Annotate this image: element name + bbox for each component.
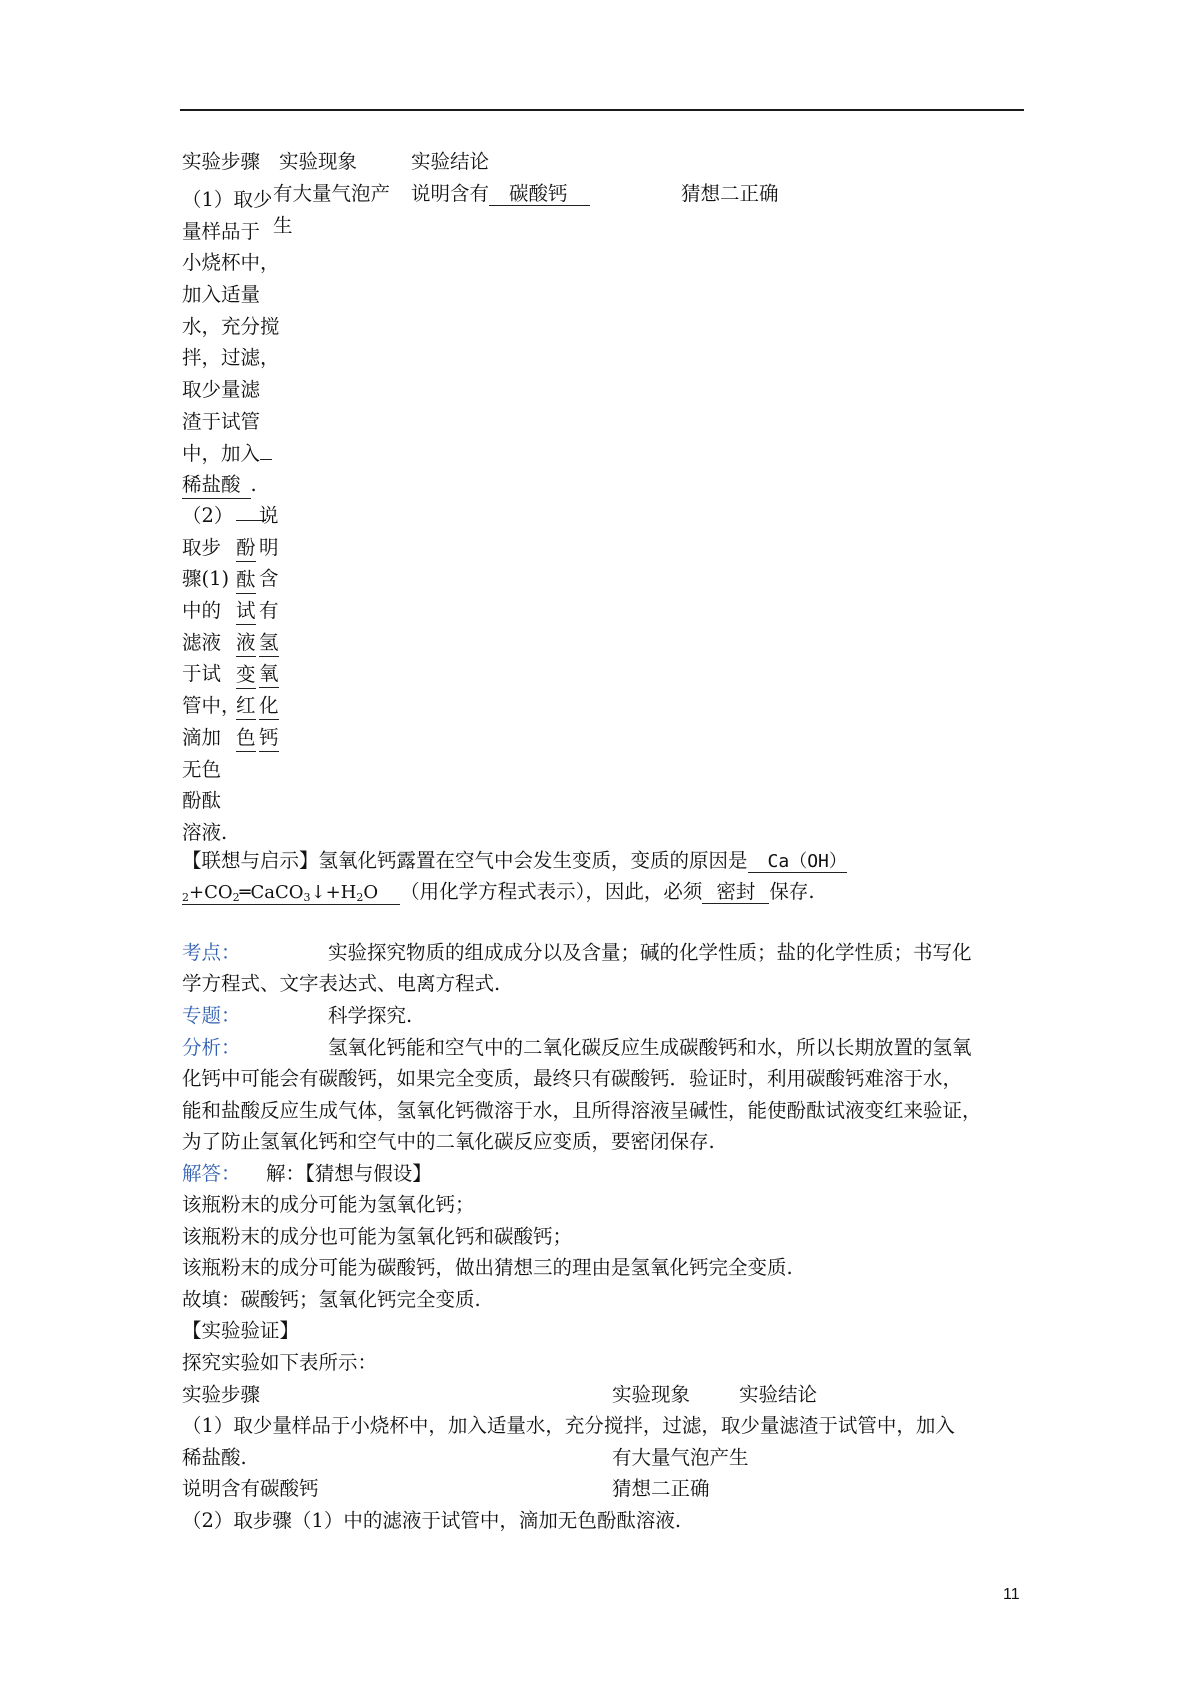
fenxi-line2: 化钙中可能会有碳酸钙，如果完全变质，最终只有碳酸钙．验证时，利用碳酸钙难溶于水，: [182, 1067, 963, 1090]
fenxi-label: 分析：: [182, 1036, 241, 1059]
table1-row1-steps: （1）取少 量样品于 小烧杯中， 加入适量 水，充分搅 拌，过滤， 取少量滤 渣于试管 中，加入 稀盐酸 .: [182, 184, 280, 501]
jieda-line: 该瓶粉末的成分也可能为氢氧化钙和碳酸钙；: [182, 1225, 573, 1248]
table2-row1-line1: （1）取少量样品于小烧杯中，加入适量水，充分搅拌，过滤，取少量滤渣于试管中，加入: [182, 1414, 955, 1437]
blank-answer: 碳酸钙: [489, 184, 590, 206]
zhuanti-text: 科学探究.: [328, 1004, 413, 1027]
kaodian-line2: 学方程式、文字表达式、电离方程式.: [182, 972, 501, 995]
table2-row1-conclusion: 说明含有碳酸钙: [182, 1477, 319, 1500]
zhuanti-label: 专题：: [182, 1004, 241, 1027]
table2-header-conclusion: 实验结论: [739, 1383, 818, 1406]
blank-answer: $_2+CO_2═CaCO_3↓+H_2O$: [182, 884, 400, 905]
jieda-intro: 解：【猜想与假设】: [266, 1162, 432, 1185]
table2-row2-line1: （2）取步骤（1）中的滤液于试管中，滴加无色酚酞溶液.: [182, 1509, 682, 1532]
kaodian-label: 考点：: [182, 941, 241, 964]
table1-row2-phenomenon-text: 酚 酞 试 液 变 红 色: [236, 532, 256, 754]
table1-header-conclusion: 实验结论: [411, 150, 490, 173]
blank-answer: Ca（OH）: [748, 853, 847, 873]
jieda-label: 解答：: [182, 1162, 241, 1185]
header-rule: [180, 109, 1024, 111]
table1-row2-conclusion: 说 明 含 有 氢 氧 化 钙: [259, 500, 279, 754]
table1-row1-conclusion: 说明含有 碳酸钙: [411, 184, 590, 206]
table1-row2-steps: （2） 取步 骤(1) 中的 滤液 于试 管中， 滴加 无色 酚酞 溶液.: [182, 504, 241, 844]
insight-line2: $_2+CO_2═CaCO_3↓+H_2O$ （用化学方程式表示），因此，必须 密封 保存.: [182, 880, 815, 904]
jieda-line: 该瓶粉末的成分可能为碳酸钙，做出猜想三的理由是氢氧化钙完全变质.: [182, 1256, 793, 1279]
jieda-line: 【实验验证】: [182, 1319, 300, 1342]
kaodian-line1: 实验探究物质的组成成分以及含量；碱的化学性质；盐的化学性质；书写化: [328, 941, 972, 964]
table2-row1-line2: 稀盐酸.: [182, 1446, 247, 1469]
blank-answer: 稀盐酸: [182, 469, 251, 499]
jieda-line: 探究实验如下表所示：: [182, 1351, 378, 1374]
fenxi-line3: 能和盐酸反应生成气体，氢氧化钙微溶于水，且所得溶液呈碱性，能使酚酞试液变红来验证，: [182, 1099, 982, 1122]
blank-answer: 密封: [702, 882, 769, 904]
fenxi-line4: 为了防止氢氧化钙和空气中的二氧化碳反应变质，要密闭保存.: [182, 1130, 715, 1153]
insight-line1: 【联想与启示】氢氧化钙露置在空气中会发生变质，变质的原因是 Ca（OH）: [182, 849, 847, 872]
fenxi-line1: 氢氧化钙能和空气中的二氧化碳反应生成碳酸钙和水，所以长期放置的氢氧: [328, 1036, 972, 1059]
table1-row1-phenomenon-1: 有大量气泡产: [273, 182, 391, 205]
jieda-line: 故填：碳酸钙；氢氧化钙完全变质.: [182, 1288, 481, 1311]
table1-header-steps: 实验步骤: [182, 150, 261, 173]
table1-row1-verdict: 猜想二正确: [681, 182, 779, 205]
table2-row1-verdict: 猜想二正确: [612, 1477, 710, 1500]
page-number: 11: [1003, 1586, 1020, 1603]
table1-row1-phenomenon-2: 生: [273, 214, 293, 237]
table2-row1-phenomenon: 有大量气泡产生: [612, 1446, 749, 1469]
table2-header-steps: 实验步骤: [182, 1383, 261, 1406]
table2-header-phenomenon: 实验现象: [612, 1383, 691, 1406]
table1-header-phenomenon: 实验现象: [279, 150, 358, 173]
jieda-line: 该瓶粉末的成分可能为氢氧化钙；: [182, 1193, 475, 1216]
